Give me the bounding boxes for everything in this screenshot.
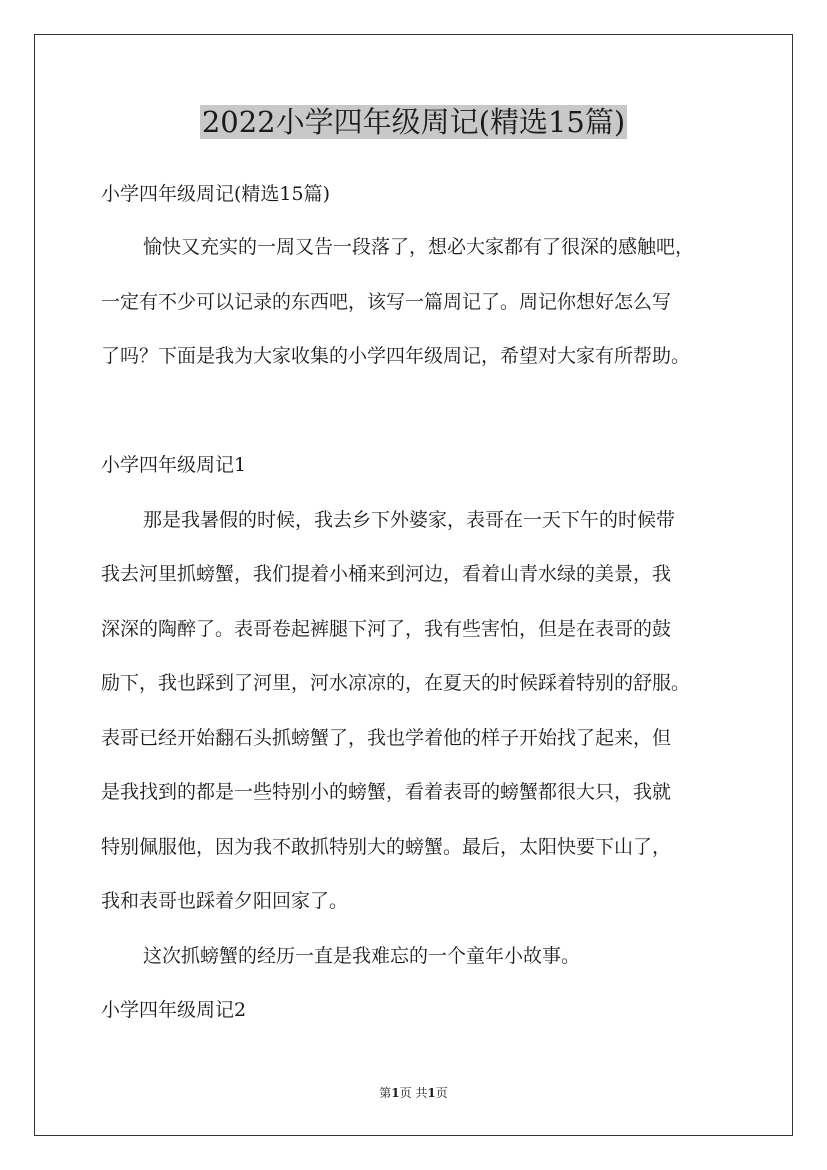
section-1-line-5: 表哥已经开始翻石头抓螃蟹了，我也学着他的样子开始找了起来，但 [101,727,672,749]
document-title-text: 2022小学四年级周记(精选15篇) [201,105,626,139]
page-label-prefix: 第 [379,1086,392,1100]
section-1-line-1: 那是我暑假的时候，我去乡下外婆家，表哥在一天下午的时候带 [143,509,676,531]
intro-line-2: 一定有不少可以记录的东西吧，该写一篇周记了。周记你想好怎么写 [101,291,672,313]
page-total-number: 1 [427,1086,436,1100]
document-title [0,100,827,144]
section-1-line-4: 励下，我也踩到了河里，河水凉凉的，在夏天的时候踩着特别的舒服。 [101,672,691,694]
section-1-heading: 小学四年级周记1 [101,454,247,476]
page-label-mid: 页 共 [399,1086,428,1100]
intro-line-1: 愉快又充实的一周又告一段落了，想必大家都有了很深的感触吧， [143,236,695,258]
section-1-line-7: 特别佩服他，因为我不敢抓特别大的螃蟹。最后，太阳快要下山了， [101,836,672,858]
section-1-line-6: 是我找到的都是一些特别小的螃蟹，看着表哥的螃蟹都很大只，我就 [101,781,672,803]
page-label-suffix: 页 [435,1086,448,1100]
document-subtitle: 小学四年级周记(精选15篇) [101,183,331,205]
section-1-line-8: 我和表哥也踩着夕阳回家了。 [101,890,349,912]
page-current-number: 1 [391,1086,400,1100]
section-2-heading: 小学四年级周记2 [101,999,247,1021]
section-1-closing: 这次抓螃蟹的经历一直是我难忘的一个童年小故事。 [143,945,581,967]
section-1-line-2: 我去河里抓螃蟹，我们提着小桶来到河边，看着山青水绿的美景，我 [101,563,672,585]
page-footer [0,1084,827,1102]
intro-line-3: 了吗？下面是我为大家收集的小学四年级周记，希望对大家有所帮助。 [101,345,691,367]
section-1-line-3: 深深的陶醉了。表哥卷起裤腿下河了，我有些害怕，但是在表哥的鼓 [101,618,672,640]
